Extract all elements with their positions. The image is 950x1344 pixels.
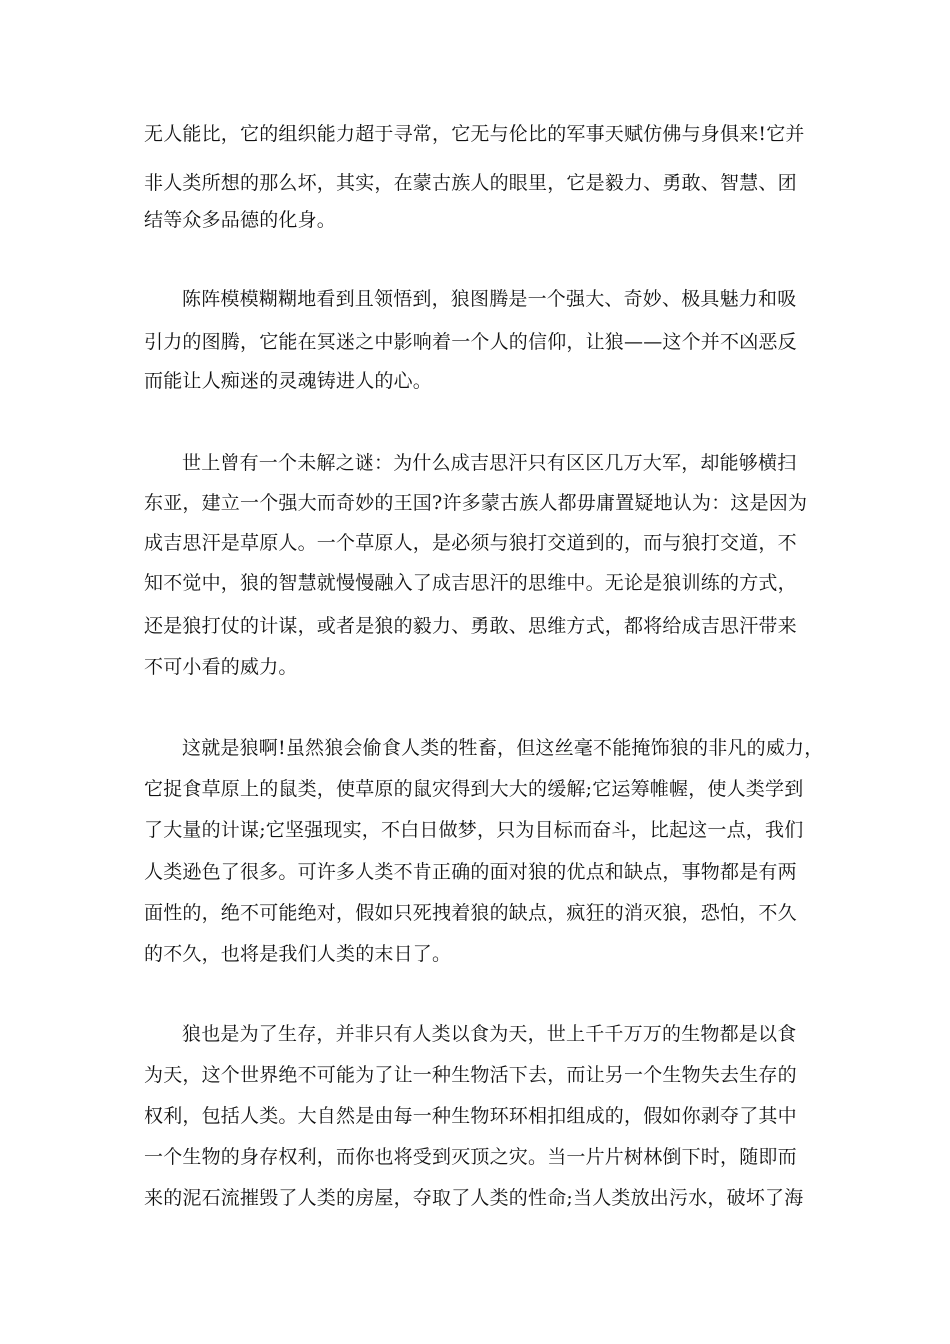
paragraph-5-line-5: 来的泥石流摧毁了人类的房屋，夺取了人类的性命;当人类放出污水，破坏了海 xyxy=(144,1187,804,1209)
paragraph-3-line-2: 东亚，建立一个强大而奇妙的王国?许多蒙古族人都毋庸置疑地认为：这是因为 xyxy=(144,492,808,514)
paragraph-3-line-4: 知不觉中，狼的智慧就慢慢融入了成吉思汗的思维中。无论是狼训练的方式， xyxy=(144,572,797,594)
paragraph-2-line-2: 引力的图腾，它能在冥迷之中影响着一个人的信仰，让狼——这个并不凶恶反 xyxy=(144,331,797,353)
paragraph-5-line-1: 狼也是为了生存，并非只有人类以食为天，世上千千万万的生物都是以食 xyxy=(182,1023,797,1045)
paragraph-1-line-2: 非人类所想的那么坏，其实，在蒙古族人的眼里，它是毅力、勇敢、智慧、团 xyxy=(144,172,797,194)
paragraph-4-line-2: 它捉食草原上的鼠类，使草原的鼠灾得到大大的缓解;它运筹帷幄，使人类学到 xyxy=(144,778,804,800)
paragraph-1-line-3: 结等众多品德的化身。 xyxy=(144,209,337,231)
paragraph-3-line-3: 成吉思汗是草原人。一个草原人，是必须与狼打交道到的，而与狼打交道，不 xyxy=(144,532,797,554)
paragraph-2-line-3: 而能让人痴迷的灵魂铸进人的心。 xyxy=(144,370,433,392)
paragraph-4-line-5: 面性的，绝不可能绝对，假如只死拽着狼的缺点，疯狂的消灭狼，恐怕，不久 xyxy=(144,902,797,924)
paragraph-5-line-3: 权利，包括人类。大自然是由每一种生物环环相扣组成的，假如你剥夺了其中 xyxy=(144,1105,797,1127)
paragraph-1-line-1: 无人能比，它的组织能力超于寻常，它无与伦比的军事天赋仿佛与身俱来!它并 xyxy=(144,123,805,145)
paragraph-5-line-2: 为天，这个世界绝不可能为了让一种生物活下去，而让另一个生物失去生存的 xyxy=(144,1064,797,1086)
paragraph-3-line-6: 不可小看的威力。 xyxy=(144,656,298,678)
paragraph-2-line-1: 陈阵模模糊糊地看到且领悟到，狼图腾是一个强大、奇妙、极具魅力和吸 xyxy=(182,288,797,310)
paragraph-3-line-1: 世上曾有一个未解之谜：为什么成吉思汗只有区区几万大军，却能够横扫 xyxy=(182,452,797,474)
paragraph-5-line-4: 一个生物的身存权利，而你也将受到灭顶之灾。当一片片树林倒下时，随即而 xyxy=(144,1146,797,1168)
paragraph-4-line-6: 的不久，也将是我们人类的末日了。 xyxy=(144,943,452,965)
paragraph-4-line-4: 人类逊色了很多。可许多人类不肯正确的面对狼的优点和缺点，事物都是有两 xyxy=(144,861,797,883)
paragraph-4-line-1: 这就是狼啊!虽然狼会偷食人类的牲畜，但这丝毫不能掩饰狼的非凡的威力， xyxy=(182,737,824,759)
paragraph-3-line-5: 还是狼打仗的计谋，或者是狼的毅力、勇敢、思维方式，都将给成吉思汗带来 xyxy=(144,615,797,637)
paragraph-4-line-3: 了大量的计谋;它坚强现实，不白日做梦，只为目标而奋斗，比起这一点，我们 xyxy=(144,819,804,841)
